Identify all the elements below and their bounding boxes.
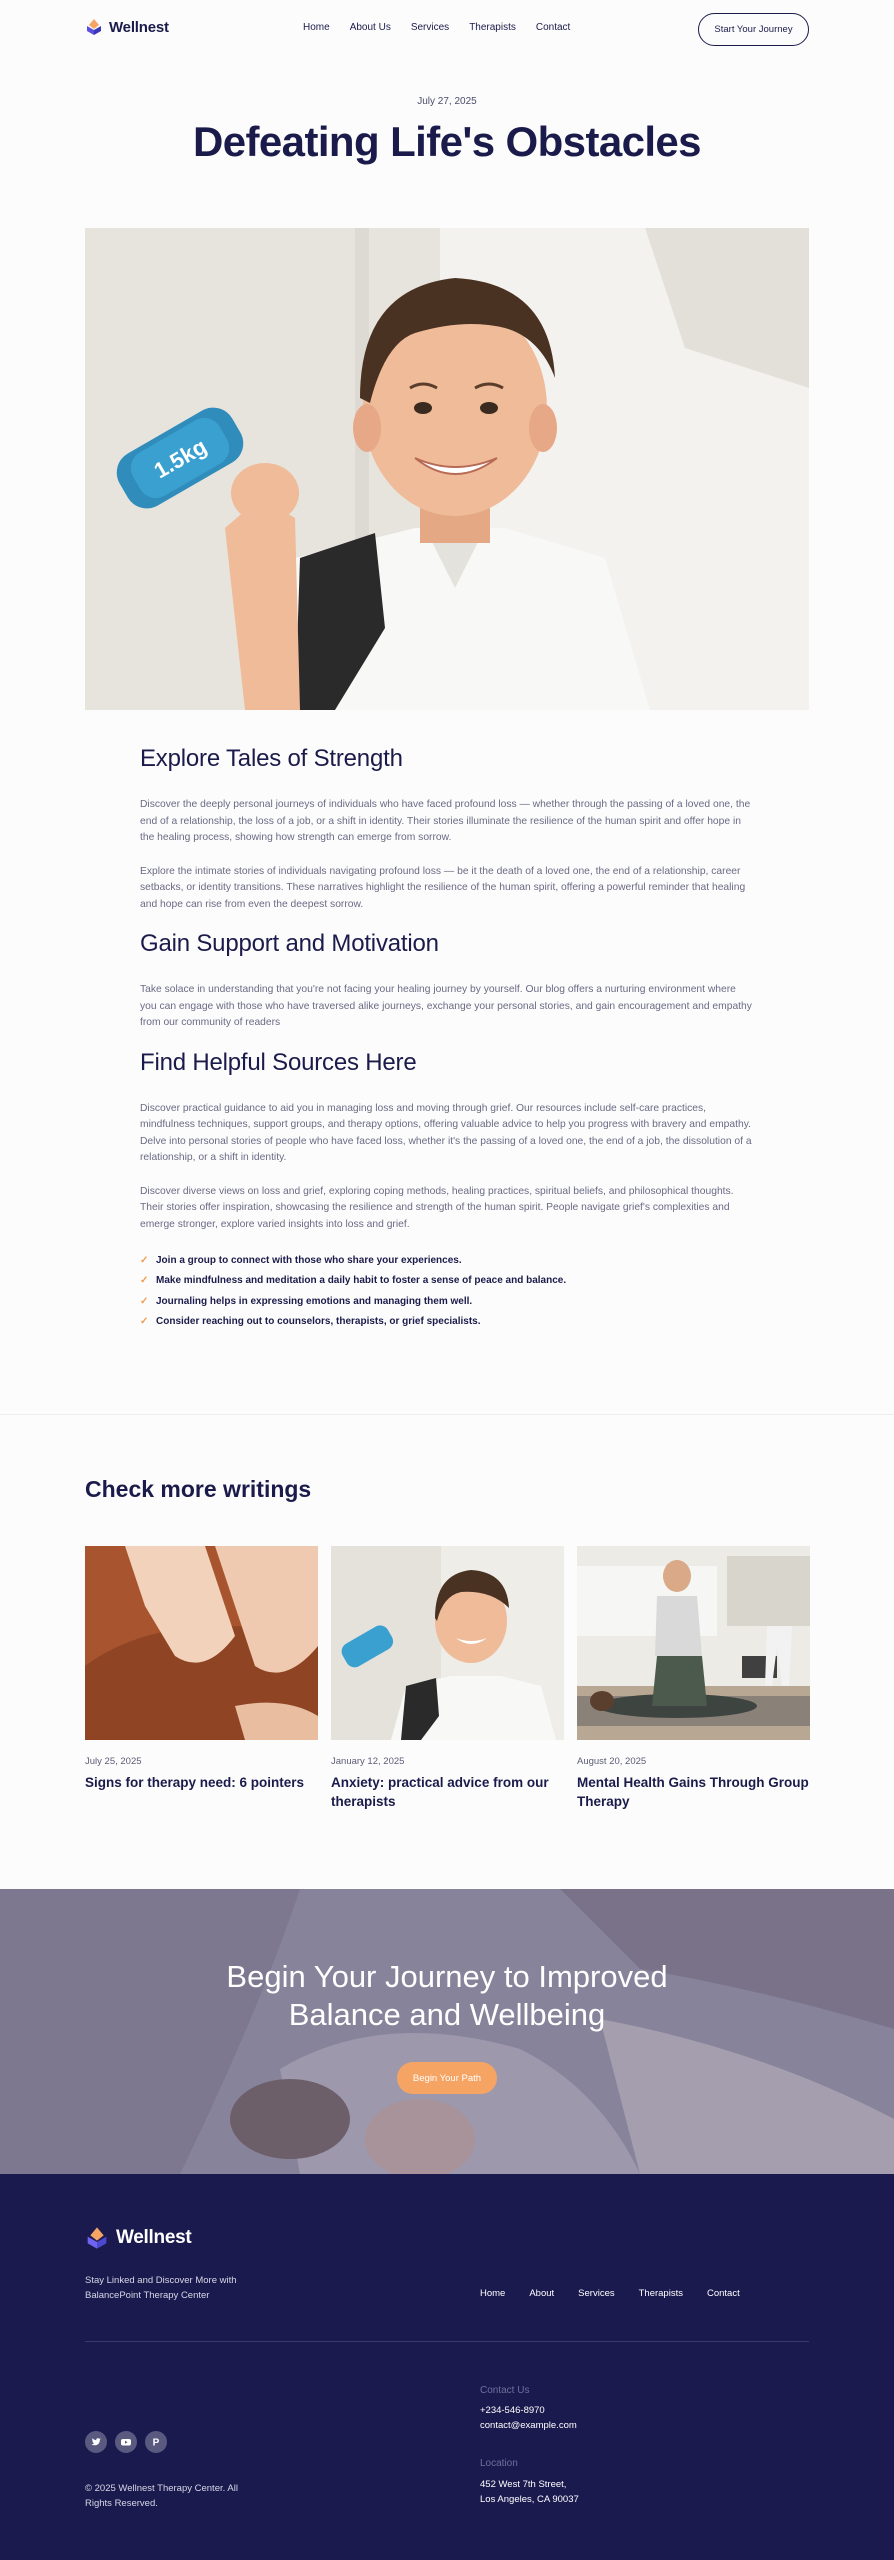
post-card-title[interactable]: Anxiety: practical advice from our therapists	[331, 1775, 549, 1809]
check-icon: ✓	[140, 1316, 149, 1328]
section-heading: Gain Support and Motivation	[140, 930, 439, 957]
cta-heading-line: Balance and Wellbeing	[288, 1997, 606, 2032]
nav-home[interactable]: Home	[303, 22, 330, 33]
article-paragraph: Discover practical guidance to aid you in managing loss and moving through grief. Our resources include self-care practices, mindfulness techniques, support groups, and therapy options, offering valuable advice to help you progress with bravery and empathy. Delve into personal stories of people who have faced loss, whether it's the passing of a loved one, the end of a job, the dissolution of a relationship, or a shift in identity.	[140, 1102, 752, 1163]
post-card-title[interactable]: Signs for therapy need: 6 pointers	[85, 1775, 305, 1790]
footer-tagline: Stay Linked and Discover More with BalancePoint Therapy Center	[85, 2275, 237, 2301]
cta-heading-line: Begin Your Journey to Improved	[226, 1959, 668, 1994]
post-card-image[interactable]	[331, 1546, 564, 1740]
check-icon: ✓	[140, 1295, 149, 1307]
article-paragraph: Take solace in understanding that you're not facing your healing journey by yourself. Our blog offers a nurturing environment where you can engage with those who have traversed alike journeys, exchange your personal stories, and gain encouragement and empathy from our community of readers	[140, 984, 752, 1028]
hero-image	[85, 228, 809, 710]
location-heading: Location	[480, 2458, 518, 2469]
contact-heading: Contact Us	[480, 2385, 530, 2396]
list-item-text: Make mindfulness and meditation a daily habit to foster a sense of peace and balance.	[156, 1275, 567, 1287]
post-card[interactable]	[331, 1546, 564, 1811]
page-title: Defeating Life's Obstacles	[193, 118, 701, 165]
section-divider	[0, 1414, 894, 1415]
post-card-image[interactable]	[577, 1546, 810, 1740]
post-card-title[interactable]: Mental Health Gains Through Group Therapy	[577, 1775, 809, 1809]
nav-therapists[interactable]: Therapists	[469, 22, 516, 33]
article-paragraph: Discover diverse views on loss and grief, exploring coping methods, healing practices, spiritual beliefs, and philosophical thoughts. Their stories offer inspiration, showcasing the resilience and strength of the human spirit. People navigate grief's complexities and emerge stronger, explore varied insights into loss and grief.	[140, 1185, 734, 1230]
check-icon: ✓	[140, 1254, 149, 1266]
tips-checklist	[140, 1250, 755, 1332]
list-item	[140, 1250, 755, 1271]
list-item-text: Consider reaching out to counselors, therapists, or grief specialists.	[156, 1316, 481, 1328]
main-nav	[303, 22, 570, 33]
footer-logo[interactable]	[85, 2226, 191, 2250]
begin-path-button[interactable]: Begin Your Path	[397, 2062, 497, 2094]
more-writings-heading: Check more writings	[85, 1476, 312, 1502]
section-heading: Explore Tales of Strength	[140, 745, 403, 772]
site-footer	[0, 2174, 894, 2560]
start-journey-button[interactable]: Start Your Journey	[698, 13, 809, 46]
post-card-date: January 12, 2025	[331, 1756, 405, 1767]
cta-heading	[0, 1958, 894, 2034]
social-links	[85, 2431, 167, 2453]
list-item	[140, 1312, 755, 1333]
address-line: 452 West 7th Street,	[480, 2479, 567, 2490]
post-card-date: July 25, 2025	[85, 1756, 142, 1767]
brand-name: Wellnest	[109, 18, 169, 36]
article-paragraph: Explore the intimate stories of individuals navigating profound loss — be it the death of a loved one, the end of a relationship, career setbacks, or identity transitions. These narratives highlight the resilience of the human spirit, offering a powerful reminder that healing and hope can rise from even the deepest sorrow.	[140, 865, 746, 910]
twitter-icon[interactable]	[85, 2431, 107, 2453]
site-header	[0, 0, 894, 60]
nav-services[interactable]: Services	[410, 22, 450, 33]
footer-nav-about[interactable]: About	[529, 2288, 555, 2299]
contact-phone[interactable]: +234-546-8970	[480, 2405, 545, 2416]
list-item-text: Join a group to connect with those who share your experiences.	[156, 1254, 462, 1266]
footer-nav-contact[interactable]: Contact	[706, 2288, 740, 2299]
post-card[interactable]	[85, 1546, 318, 1792]
address-line: Los Angeles, CA 90037	[480, 2494, 579, 2505]
article-body	[140, 745, 755, 1332]
brand-logo[interactable]	[85, 18, 169, 36]
cta-banner	[0, 1889, 894, 2174]
pinterest-icon[interactable]	[145, 2431, 167, 2453]
footer-nav-services[interactable]: Services	[578, 2288, 615, 2299]
post-date: July 27, 2025	[417, 96, 477, 107]
nav-about[interactable]: About Us	[349, 22, 391, 33]
nav-contact[interactable]: Contact	[535, 22, 571, 33]
footer-divider	[85, 2341, 809, 2342]
footer-nav-therapists[interactable]: Therapists	[638, 2288, 683, 2299]
post-card-date: August 20, 2025	[577, 1756, 647, 1767]
check-icon: ✓	[140, 1275, 149, 1287]
svg-text:1.5kg: 1.5kg	[149, 433, 211, 484]
footer-nav-home[interactable]: Home	[480, 2288, 506, 2299]
post-card-image[interactable]	[85, 1546, 318, 1740]
copyright-text: © 2025 Wellnest Therapy Center. All Rights Reserved.	[85, 2483, 238, 2509]
post-card[interactable]	[577, 1546, 810, 1811]
section-heading: Find Helpful Sources Here	[140, 1048, 417, 1076]
wellnest-logo-icon	[85, 18, 103, 36]
list-item	[140, 1291, 755, 1312]
youtube-icon[interactable]	[115, 2431, 137, 2453]
list-item	[140, 1271, 755, 1292]
footer-nav	[480, 2288, 740, 2299]
list-item-text: Journaling helps in expressing emotions and managing them well.	[156, 1295, 473, 1307]
footer-brand-name: Wellnest	[116, 2227, 192, 2248]
article-paragraph: Discover the deeply personal journeys of individuals who have faced profound loss — whether through the passing of a loved one, the end of a relationship, the loss of a job, or a shift in identity. Their stories illuminate the resilience of the human spirit and offer hope in the healing process, showing how strength can emerge from sorrow.	[140, 799, 751, 843]
svg-text:P: P	[152, 2437, 160, 2448]
wellnest-logo-icon	[85, 2226, 109, 2250]
contact-email[interactable]: contact@example.com	[480, 2420, 577, 2431]
